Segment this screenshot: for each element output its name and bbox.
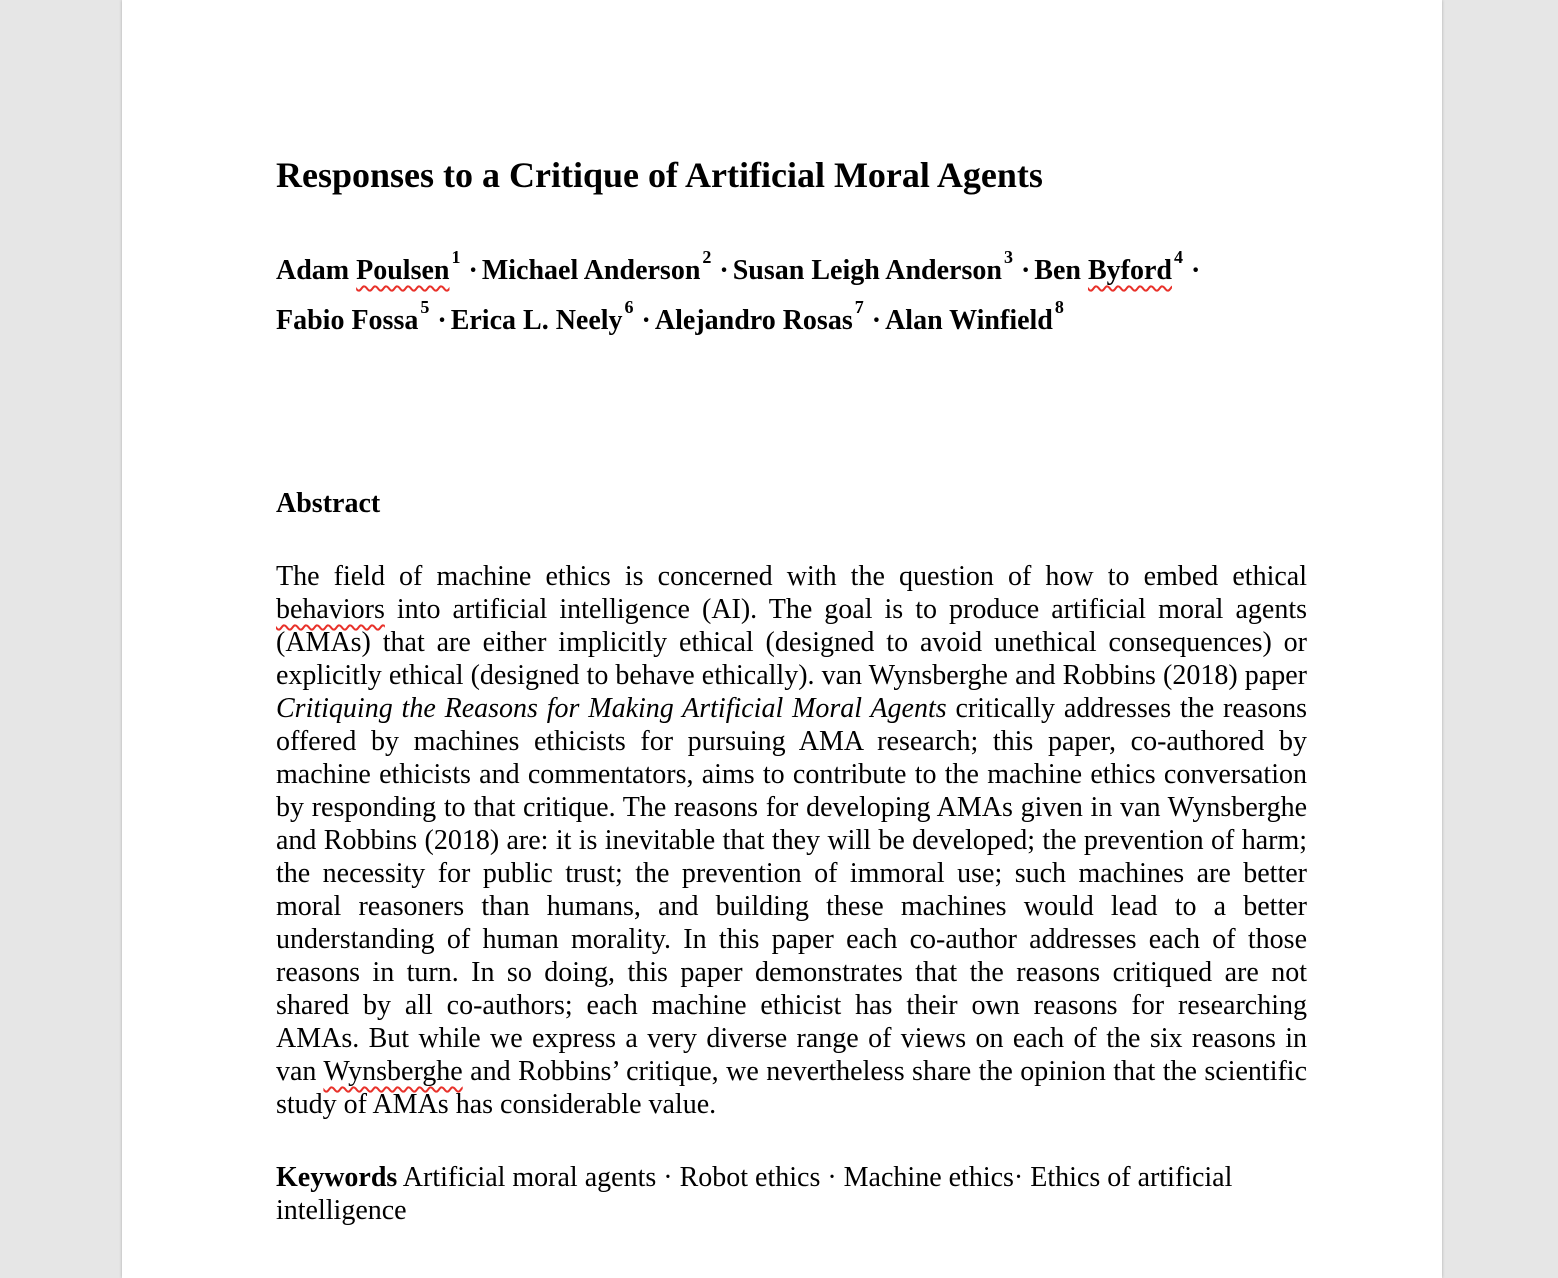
author-name: Erica L. Neely (450, 305, 623, 336)
author-separator: · (1020, 255, 1031, 286)
document-content (276, 150, 1307, 1227)
author-name: Fabio Fossa (276, 305, 419, 336)
author-name: Alan Winfield (885, 305, 1053, 336)
author-affiliation-number: 4 (1173, 247, 1183, 267)
author-separator: · (871, 305, 882, 336)
keywords-label: Keywords (276, 1162, 398, 1193)
author-affiliation-number: 7 (854, 297, 864, 317)
abstract-text-part-2: critically addresses the reasons offered by machines ethicists for pursuing AMA research; this paper, co-authored by machine ethicists and commentators, aims to contribute to the machine ethics conversation by responding to that critique. The reasons for developing AMAs given in van Wynsberghe and Robbins (2018) are: it is inevitable that they will be developed; the prevention of harm; the necessity for public trust; the prevention of immoral use; such machines are better moral reasoners than humans, and building these machines would lead to a better understanding of human morality. In this paper each co-author addresses each of those reasons in turn. In so doing, this paper demonstrates that the reasons critiqued are not shared by all co-authors; each machine ethicist has their own reasons for researching AMAs. But while we express a very diverse range of views on each of the six reasons in van Wynsberghe and Robbins’ critique, we nevertheless share the opinion that the scientific study of AMAs has considerable value. (276, 693, 1308, 1120)
author-separator: · (468, 255, 478, 286)
author-affiliation-number: 1 (451, 247, 461, 267)
misspelled-word[interactable]: Wynsberghe (323, 1056, 463, 1087)
document-page[interactable] (122, 0, 1442, 1278)
author-separator: · (719, 255, 729, 286)
author-name: Michael Anderson (481, 255, 701, 286)
author-affiliation-number: 5 (420, 297, 430, 317)
author-name: Ben Byford (1034, 255, 1172, 286)
misspelled-word[interactable]: Byford (1087, 255, 1172, 286)
abstract-text[interactable] (276, 560, 1307, 1121)
author-affiliation-number: 2 (702, 247, 712, 267)
author-name: Alejandro Rosas (654, 305, 853, 336)
keywords-line[interactable] (276, 1161, 1307, 1227)
author-separator: · (437, 305, 447, 336)
abstract-heading: Abstract (276, 488, 381, 519)
author-name: Susan Leigh Anderson (732, 255, 1002, 286)
author-separator: · (641, 305, 651, 336)
author-separator: · (1190, 255, 1201, 286)
misspelled-word[interactable]: Poulsen (356, 255, 450, 286)
paper-title: Responses to a Critique of Artificial Moral Agents (276, 155, 1043, 195)
author-affiliation-number: 8 (1054, 297, 1064, 317)
keywords-text: Artificial moral agents · Robot ethics · Machine ethics· Ethics of artificial intelligence (276, 1162, 1233, 1226)
author-affiliation-number: 6 (624, 297, 634, 317)
abstract-text-part-1: The field of machine ethics is concerned with the question of how to embed ethical behaviors into artificial intelligence (AI). The goal is to produce artificial moral agents (AMAs) that are either implicitly ethical (designed to avoid unethical consequences) or explicitly ethical (designed to behave ethically). van Wynsberghe and Robbins (2018) paper (276, 561, 1307, 691)
author-name: Adam Poulsen (276, 255, 450, 286)
abstract-italic-title: Critiquing the Reasons for Making Artificial Moral Agents (276, 693, 947, 724)
author-affiliation-number: 3 (1003, 247, 1013, 267)
misspelled-word[interactable]: behaviors (276, 594, 385, 625)
author-list (276, 246, 1307, 346)
